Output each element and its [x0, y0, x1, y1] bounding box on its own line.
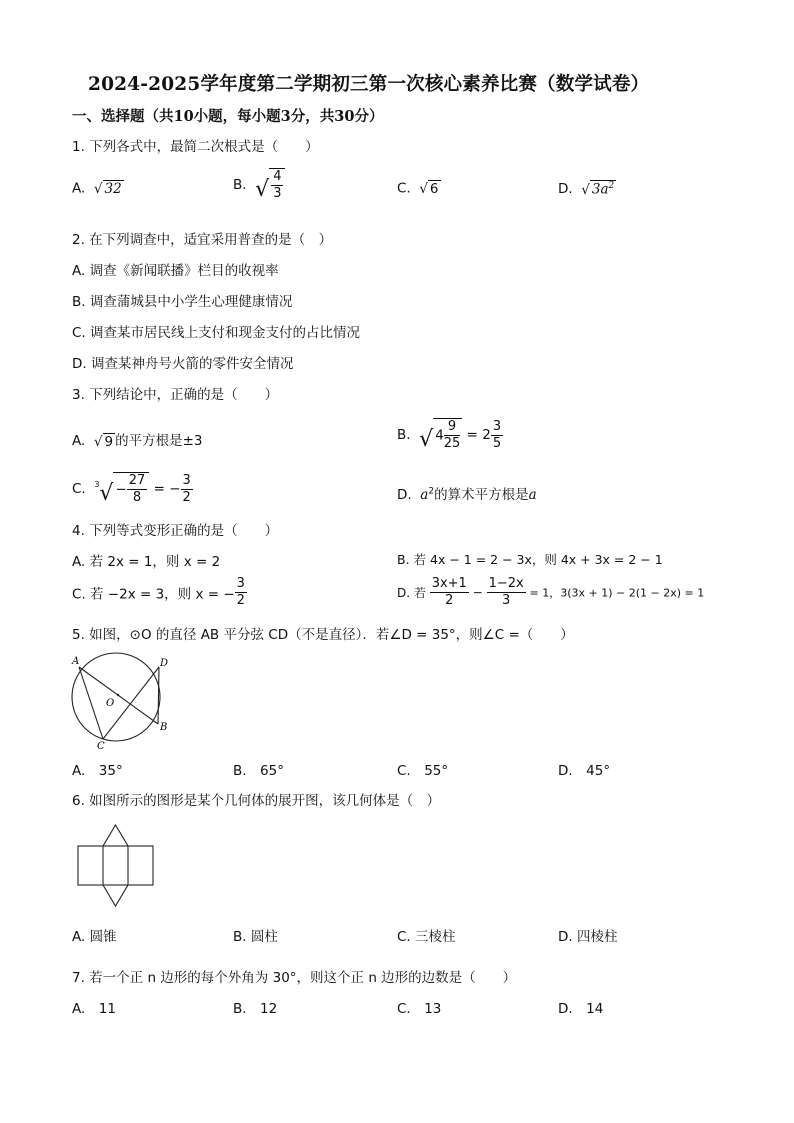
q3-option-d — [397, 483, 537, 503]
option-text: = 1，3(3x + 1) − 2(1 − 2x) = 1 — [529, 586, 705, 600]
variable: a — [420, 487, 429, 503]
q6-option-d: D. 四棱柱 — [558, 929, 618, 945]
denominator: 2 — [236, 593, 245, 608]
radical: √ $3a^2$ — [581, 181, 615, 198]
q1-option-d — [558, 180, 616, 198]
q7-option-b: B. 12 — [233, 1001, 278, 1017]
q3-option-c — [72, 472, 193, 506]
q5-option-b: B. 65° — [233, 763, 284, 779]
question-4-stem: 4. 下列等式变形正确的是（ ） — [72, 523, 279, 539]
q2-option-b: B. 调查蒲城县中小学生心理健康情况 — [72, 294, 293, 310]
question-3-stem: 3. 下列结论中，正确的是（ ） — [72, 387, 279, 403]
option-label: D. — [558, 180, 573, 197]
q4-option-d — [397, 576, 704, 609]
label-A: A — [72, 656, 80, 667]
exponent: 2 — [428, 486, 435, 497]
numerator: 4 — [273, 169, 282, 184]
minus-sign: − — [115, 481, 127, 498]
radicand: 9 — [104, 433, 114, 450]
q3-option-a — [72, 429, 203, 450]
mixed-int: 4 — [435, 427, 444, 444]
label-O: O — [106, 698, 115, 709]
q5-option-a: A. 35° — [72, 763, 123, 779]
question-7-stem: 7. 若一个正 n 边形的每个外角为 30°，则这个正 n 边形的边数是（ ） — [72, 970, 517, 986]
radical: √ 32 — [93, 181, 122, 197]
q6-option-a: A. 圆锥 — [72, 929, 117, 945]
option-label: B. — [397, 427, 411, 443]
q6-option-c: C. 三棱柱 — [397, 929, 456, 945]
radical: √ − $\frac{27}{8}$ — [99, 472, 149, 506]
denominator: 8 — [132, 490, 142, 505]
option-label: D. — [397, 487, 412, 503]
q4-option-a: A. 若 2x = 1，则 x = 2 — [72, 554, 221, 570]
question-6-stem: 6. 如图所示的图形是某个几何体的展开图，该几何体是（ ） — [72, 793, 441, 809]
option-text: D. 若 — [397, 586, 426, 600]
denominator: 25 — [443, 436, 461, 451]
q4-option-b: B. 若 4x − 1 = 2 − 3x，则 4x + 3x = 2 − 1 — [397, 552, 663, 567]
option-label: A. — [72, 180, 86, 197]
label-D: D — [160, 658, 169, 669]
q7-option-c: C. 13 — [397, 1001, 442, 1017]
q4-option-c — [72, 576, 247, 609]
q6-option-b: B. 圆柱 — [233, 929, 278, 945]
numerator: 3 — [182, 472, 191, 488]
exponent: 2 — [608, 181, 615, 191]
option-label: B. — [233, 177, 247, 193]
denominator: 2 — [445, 593, 454, 608]
option-text: 的算术平方根是 — [434, 487, 529, 503]
q7-option-d: D. 14 — [558, 1001, 604, 1017]
numerator: 3x+1 — [431, 576, 467, 591]
option-label: C. — [397, 180, 411, 197]
prism-net-diagram — [74, 822, 164, 912]
radicand: 3a — [591, 181, 609, 198]
option-text: 的平方根是±3 — [115, 433, 203, 449]
denominator: 3 — [501, 593, 511, 608]
radicand: 32 — [104, 181, 122, 197]
q2-option-a: A. 调查《新闻联播》栏目的收视率 — [72, 263, 279, 279]
question-1-stem: 1. 下列各式中，最简二次根式是（ ） — [72, 139, 319, 155]
section-heading: 一、选择题（共10小题，每小题3分，共30分） — [72, 108, 384, 125]
variable: a — [528, 487, 537, 503]
q1-option-b — [233, 168, 285, 202]
equals: = − — [153, 481, 181, 497]
radical: √ 9 — [93, 433, 114, 450]
numerator: 3 — [236, 576, 245, 591]
denominator: 2 — [182, 489, 191, 505]
q2-option-c: C. 调查某市居民线上支付和现金支付的占比情况 — [72, 325, 361, 341]
radical: √ 4 $\frac{9}{25}$ — [419, 419, 461, 452]
option-text: C. 若 −2x = 3，则 x = − — [72, 586, 235, 603]
denominator: 5 — [492, 435, 502, 451]
equals: = 2 — [466, 427, 491, 443]
q2-option-d: D. 调查某神舟号火箭的零件安全情况 — [72, 356, 294, 372]
radical: √ 6 — [419, 181, 439, 197]
root-index: 3 — [94, 480, 100, 489]
numerator: 9 — [444, 419, 461, 436]
q5-option-c: C. 55° — [397, 763, 449, 779]
minus-sign: − — [472, 585, 483, 600]
question-5-stem: 5. 如图，⊙O 的直径 AB 平分弦 CD（不是直径）．若∠D = 35°，则∠C =（ ） — [72, 627, 574, 643]
label-C: C — [97, 741, 105, 752]
circle-diagram — [66, 652, 176, 752]
q5-option-d: D. 45° — [558, 763, 611, 779]
numerator: 3 — [492, 418, 502, 434]
option-label: C. — [72, 481, 86, 497]
radical: √ $\frac{4}{3}$ — [255, 168, 285, 202]
question-2-stem: 2. 在下列调查中，适宜采用普查的是（ ） — [72, 232, 333, 248]
q7-option-a: A. 11 — [72, 1001, 116, 1017]
label-B: B — [160, 722, 168, 733]
numerator: 27 — [128, 473, 146, 488]
denominator: 3 — [273, 186, 282, 201]
option-label: A. — [72, 433, 86, 449]
numerator: 1−2x — [488, 576, 524, 591]
q1-option-a — [72, 180, 124, 197]
page-title: 2024-2025学年度第二学期初三第一次核心素养比赛（数学试卷） — [88, 74, 650, 95]
radicand: 6 — [429, 181, 439, 197]
q3-option-b — [397, 418, 503, 452]
q1-option-c — [397, 180, 441, 197]
